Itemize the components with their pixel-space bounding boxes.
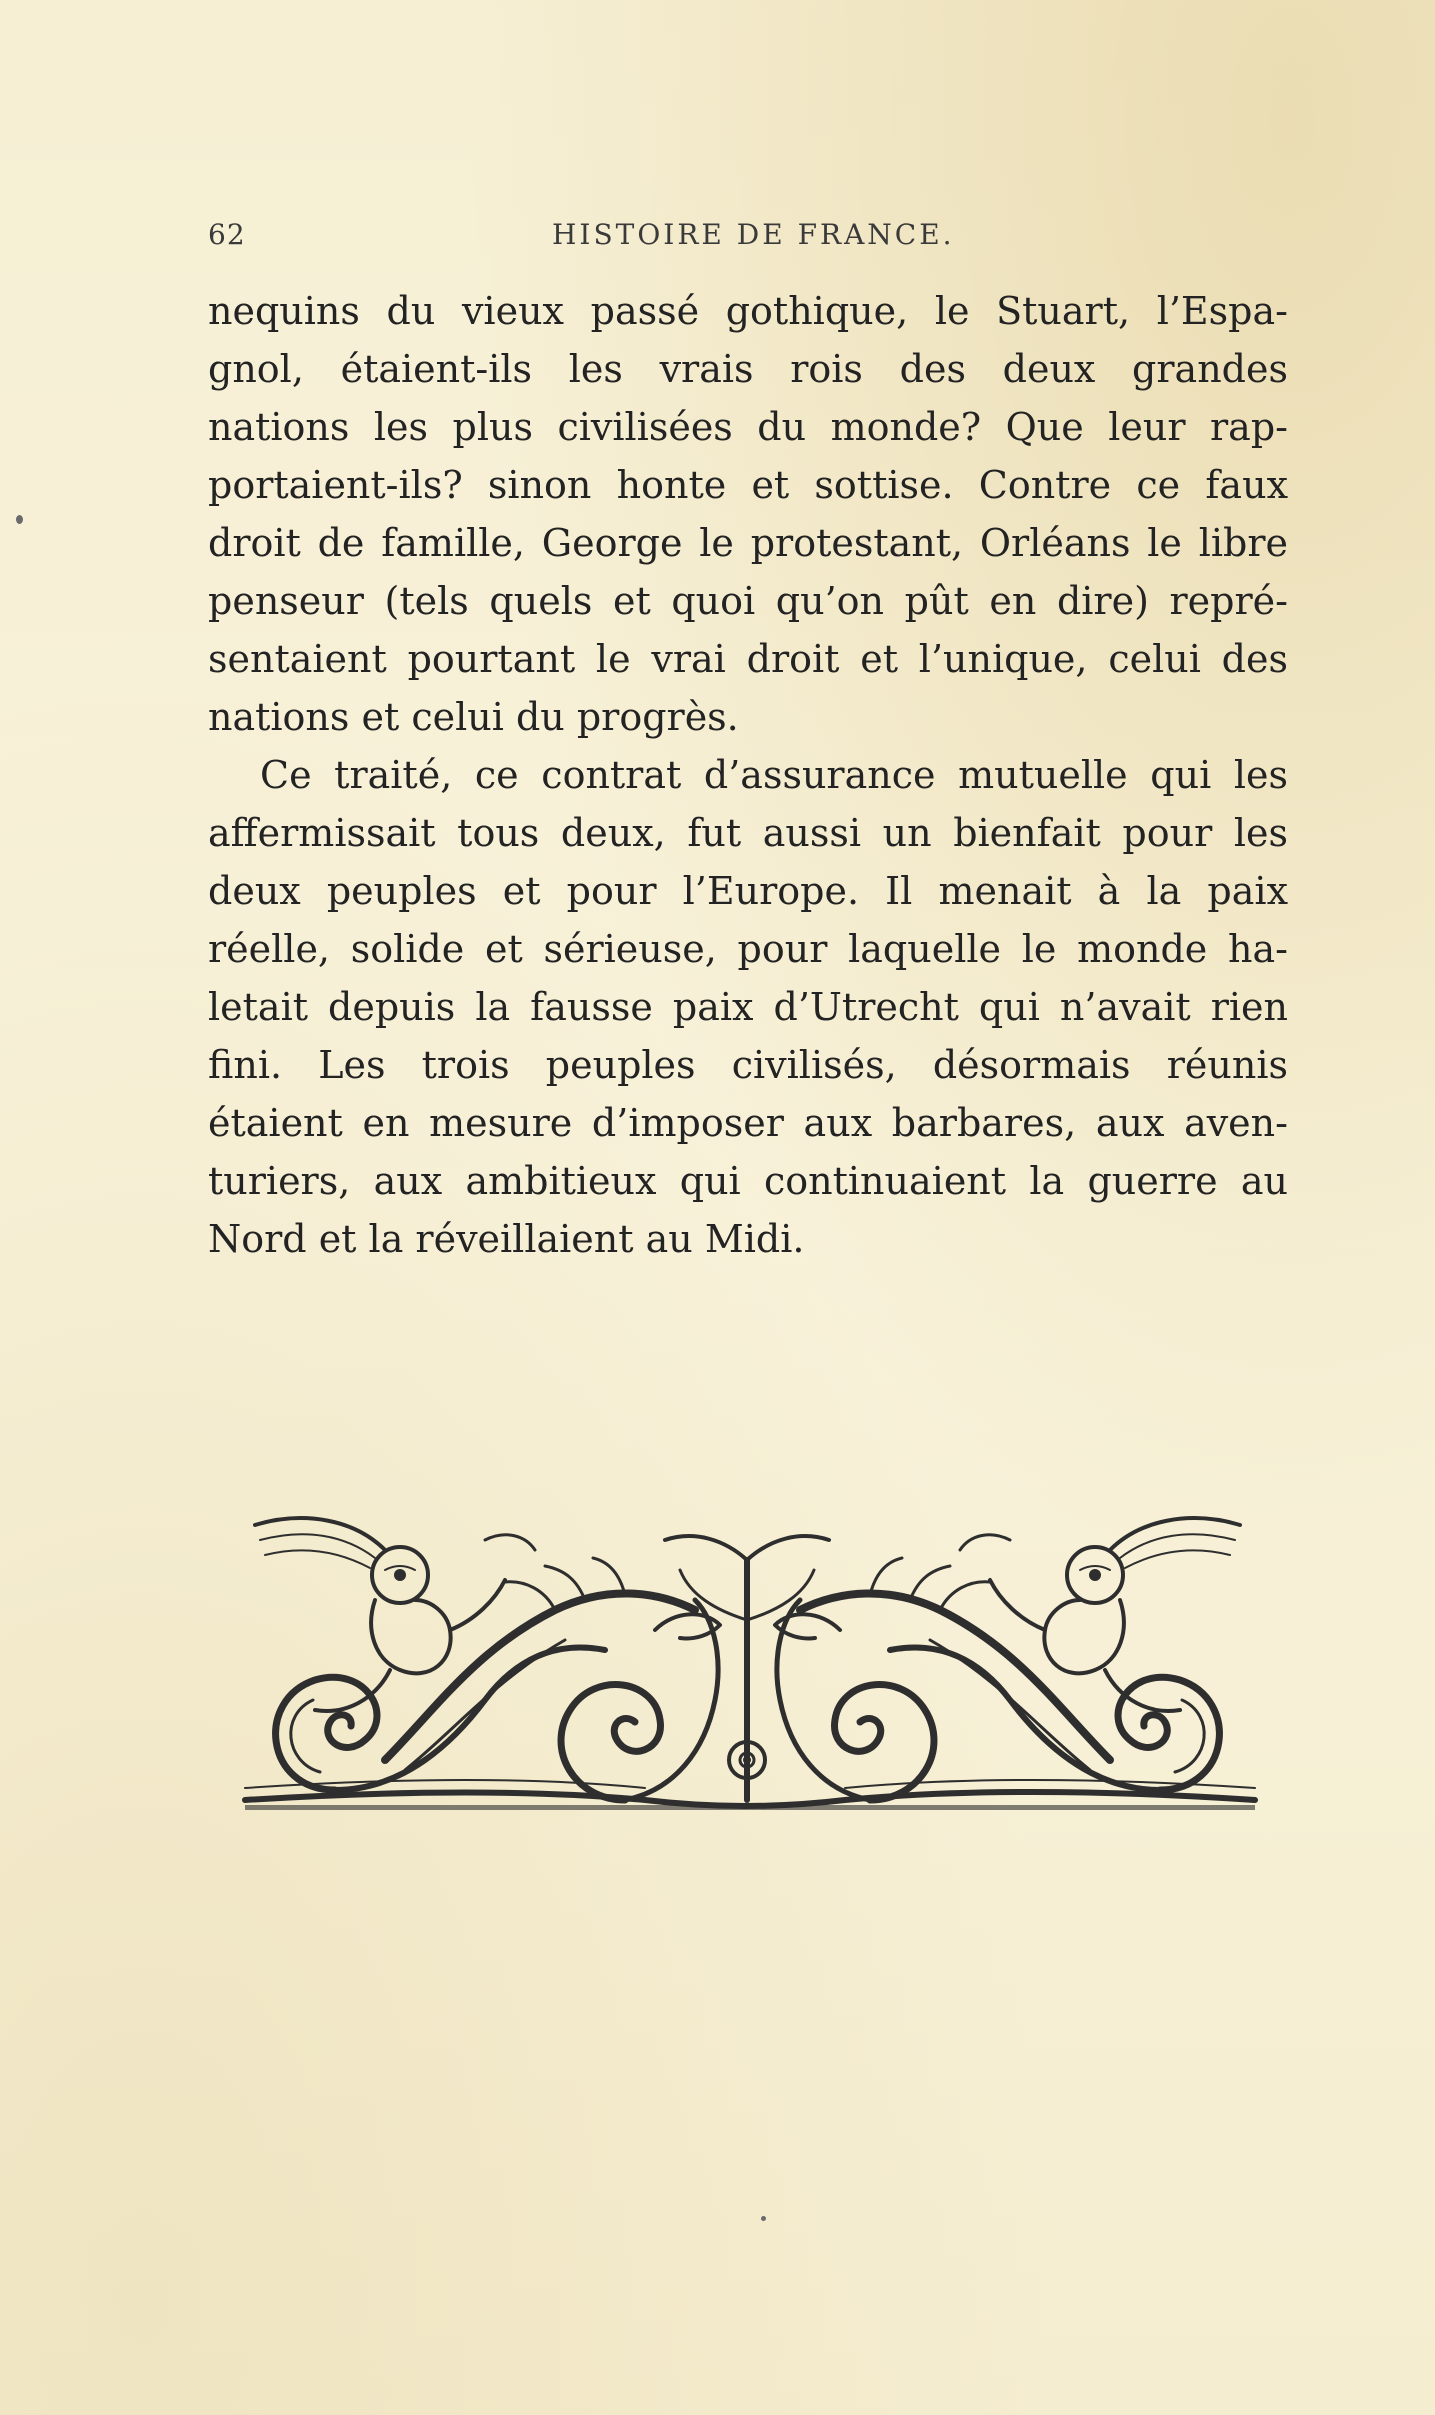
paper-speck	[16, 515, 23, 524]
text-line: sentaient pourtant le vrai droit et l’unique, celui des	[208, 637, 1288, 681]
body-text	[208, 282, 1288, 1268]
text-line: nequins du vieux passé gothique, le Stuart, l’Espa-	[208, 289, 1288, 333]
text-line: droit de famille, George le protestant, Orléans le libre	[208, 521, 1288, 565]
text-line: portaient-ils? sinon honte et sottise. Contre ce faux	[208, 463, 1288, 507]
cherub-scroll-tailpiece-icon	[225, 1500, 1270, 1820]
running-head	[208, 218, 1288, 258]
text-line: penseur (tels quels et quoi qu’on pût en dire) repré-	[208, 579, 1288, 623]
text-line: letait depuis la fausse paix d’Utrecht qui n’avait rien	[208, 985, 1288, 1029]
text-line: fini. Les trois peuples civilisés, désormais réunis	[208, 1043, 1288, 1087]
text-line: turiers, aux ambitieux qui continuaient la guerre au	[208, 1159, 1288, 1203]
text-line: Ce traité, ce contrat d’assurance mutuelle qui les	[260, 753, 1288, 797]
running-title: HISTOIRE DE FRANCE.	[552, 218, 955, 251]
text-line: gnol, étaient-ils les vrais rois des deux grandes	[208, 347, 1288, 391]
paragraph-1	[208, 282, 1288, 746]
paper-speck	[761, 2216, 766, 2221]
text-line: étaient en mesure d’imposer aux barbares, aux aven-	[208, 1101, 1288, 1145]
text-line: affermissait tous deux, fut aussi un bienfait pour les	[208, 811, 1288, 855]
text-line: nations les plus civilisées du monde? Que leur rap-	[208, 405, 1288, 449]
text-line: nations et celui du progrès.	[208, 695, 739, 739]
text-line: réelle, solide et sérieuse, pour laquelle le monde ha-	[208, 927, 1288, 971]
text-line: deux peuples et pour l’Europe. Il menait à la paix	[208, 869, 1288, 913]
paragraph-2	[208, 746, 1288, 1268]
text-line: Nord et la réveillaient au Midi.	[208, 1217, 805, 1261]
page-number: 62	[208, 218, 246, 251]
